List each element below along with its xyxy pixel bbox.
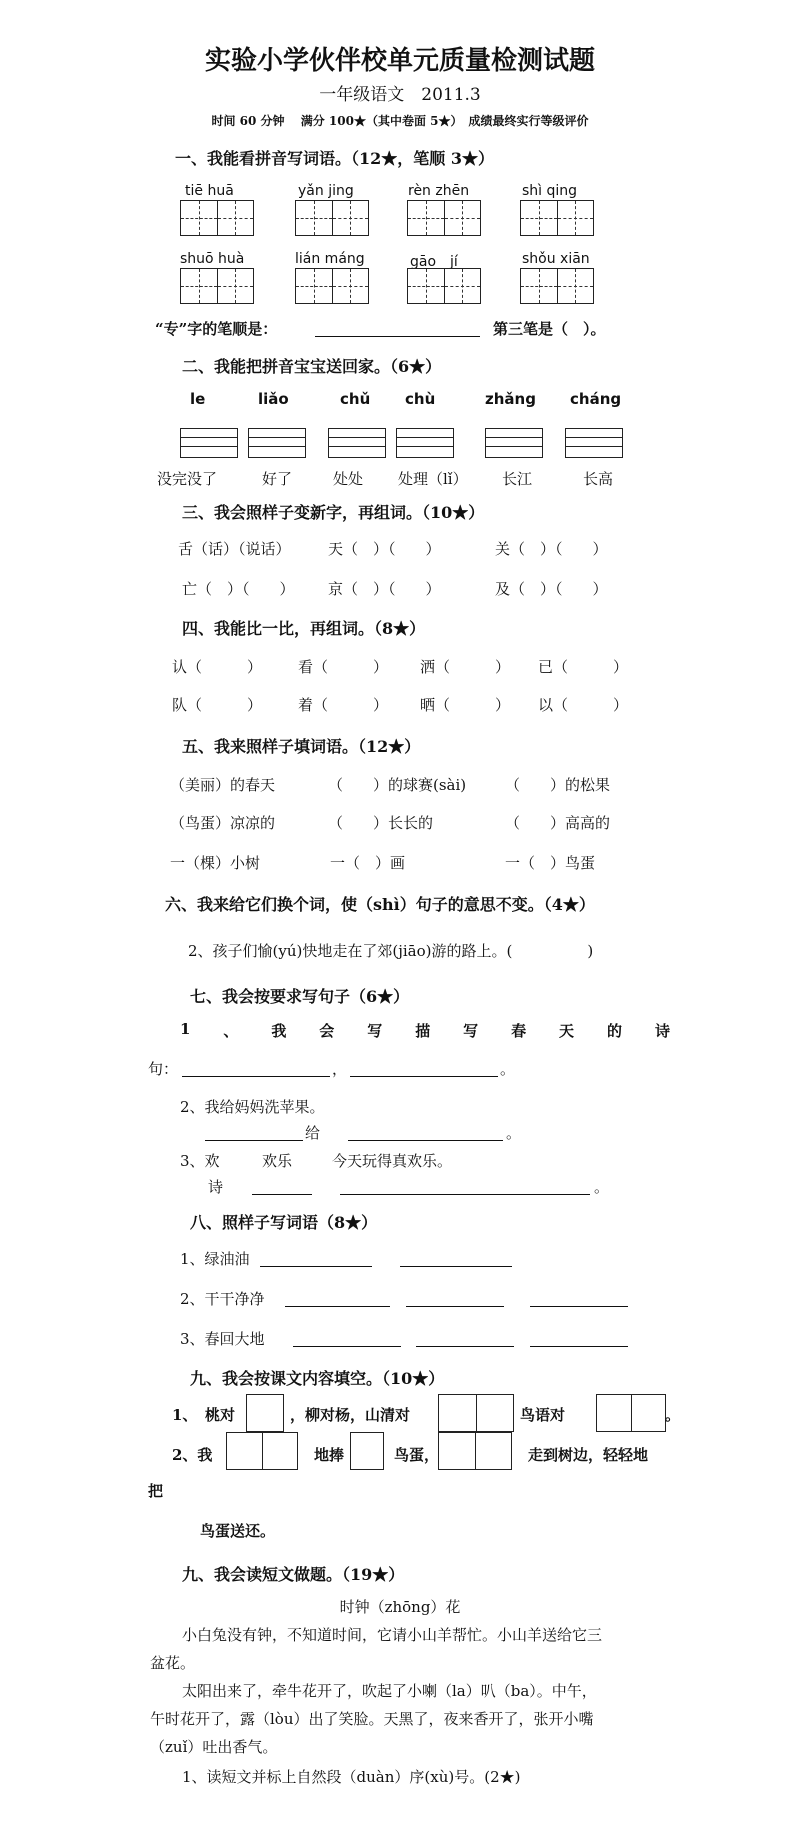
char: 写 [367,1022,383,1040]
exercise-item[interactable]: 晒（ ） [420,696,511,714]
sentence-q1-tail: 句： [148,1060,179,1078]
answer-box[interactable] [438,1432,512,1470]
char: 会 [319,1022,335,1040]
essay-line: 太阳出来了，牵牛花开了，吹起了小喇（la）叭（ba）。中午， [182,1682,597,1700]
period: 。 [506,1124,522,1142]
period: 。 [500,1060,516,1078]
section-5-title: 五、我来照样子填词语。（12★） [182,737,421,756]
pinyin-item: gāo jí [410,254,458,270]
answer-line[interactable] [340,1194,590,1195]
fill-q2-d: 走到树边，轻轻地 [528,1446,649,1464]
fill-q2-b: 地捧 [314,1446,345,1464]
char: 诗 [654,1022,670,1040]
answer-line[interactable] [416,1346,514,1347]
pinyin-item: shuō huà [180,251,245,267]
writing-grid[interactable] [180,200,254,236]
answer-line[interactable] [293,1346,401,1347]
word-item: 好了 [262,470,293,488]
answer-line[interactable] [182,1076,330,1077]
essay-title: 时钟（zhōng）花 [339,1598,461,1616]
exercise-item[interactable]: 舌（话）（说话） [178,540,291,558]
give-label: 给 [305,1124,321,1142]
exercise-item[interactable]: （ ）长长的 [328,814,434,832]
fill-q2-f: 鸟蛋送还。 [200,1522,276,1540]
char: 我 [271,1022,287,1040]
writing-grid[interactable] [407,200,481,236]
pinyin-four-line-grid[interactable] [485,428,543,458]
pinyin-item: liǎo [258,390,289,408]
exercise-item[interactable]: 已（ ） [538,658,629,676]
answer-line[interactable] [400,1266,512,1267]
section-9b-title: 九、我会读短文做题。（19★） [182,1565,405,1584]
pinyin-four-line-grid[interactable] [565,428,623,458]
word-item: 没完没了 [157,470,218,488]
answer-line[interactable] [205,1140,303,1141]
pinyin-four-line-grid[interactable] [328,428,386,458]
char: 春 [511,1022,527,1040]
answer-line[interactable] [530,1306,628,1307]
answer-box[interactable] [438,1394,514,1432]
sentence-q3-c: 今天玩得真欢乐。 [332,1152,453,1170]
essay-line: （zuǐ）吐出香气。 [150,1738,278,1756]
pinyin-item: yǎn jing [298,183,354,199]
exercise-item[interactable]: 队（ ） [172,696,263,714]
pinyin-item: zhǎng [485,390,536,408]
answer-line[interactable] [315,336,480,337]
word-item: 长高 [583,470,614,488]
pinyin-item: lián máng [295,251,365,267]
sentence-q2: 2、我给妈妈洗苹果。 [180,1098,325,1116]
fill-q2-c: 鸟蛋， [394,1446,440,1464]
answer-box[interactable] [350,1432,384,1470]
section-3-title: 三、我会照样子变新字，再组词。（10★） [182,503,485,522]
exercise-item[interactable]: 亡（ ）（ ） [182,580,295,598]
section-9a-title: 九、我会按课文内容填空。（10★） [190,1369,445,1388]
essay-line: 午时花开了，露（lòu）出了笑脸。天黑了，夜来香开了，张开小嘴 [150,1710,594,1728]
exercise-item[interactable]: （ ）的球赛(sài) [328,776,467,794]
word-item: 3、春回大地 [180,1330,265,1348]
reading-q1: 1、读短文并标上自然段（duàn）序(xù)号。(2★) [182,1768,521,1786]
pinyin-item: shǒu xiān [522,251,590,267]
exercise-item[interactable]: （ ）高高的 [505,814,611,832]
answer-line[interactable] [530,1346,628,1347]
exercise-item[interactable]: （ ）的松果 [505,776,611,794]
exercise-item[interactable]: 以（ ） [538,696,629,714]
writing-grid[interactable] [520,268,594,304]
word-item: 2、干干净净 [180,1290,265,1308]
exercise-item[interactable]: 京（ ）（ ） [328,580,441,598]
writing-grid[interactable] [295,200,369,236]
section-2-title: 二、我能把拼音宝宝送回家。（6★） [182,357,442,376]
answer-line[interactable] [285,1306,390,1307]
pinyin-item: chù [405,390,436,408]
exercise-item[interactable]: （美丽）的春天 [170,776,276,794]
answer-line[interactable] [252,1194,312,1195]
exercise-item[interactable]: 天（ ）（ ） [328,540,441,558]
pinyin-four-line-grid[interactable] [248,428,306,458]
sentence-q3-a: 3、欢 [180,1152,220,1170]
char: 1 [180,1020,191,1038]
page-title: 实验小学伙伴校单元质量检测试题 [204,46,595,76]
word-item: 处处 [333,470,364,488]
writing-grid[interactable] [180,268,254,304]
writing-grid[interactable] [295,268,369,304]
period: 。 [665,1406,681,1424]
section-7-title: 七、我会按要求写句子（6★） [190,987,410,1006]
exam-info: 时间 60 分钟 满分 100★（其中卷面 5★） 成绩最终实行等级评价 [211,114,589,128]
answer-box[interactable] [226,1432,298,1470]
char: 、 [223,1022,239,1040]
pinyin-item: tiē huā [185,183,234,199]
answer-line[interactable] [348,1140,503,1141]
answer-line[interactable] [350,1076,498,1077]
exercise-item[interactable]: 认（ ） [172,658,263,676]
period: 。 [594,1178,610,1196]
pinyin-item: shì qing [522,183,578,199]
fill-q2-a: 2、我 [172,1446,213,1464]
exercise-item[interactable]: 及（ ）（ ） [495,580,608,598]
answer-box[interactable] [596,1394,666,1432]
section-6-title: 六、我来给它们换个词，使（shì）句子的意思不变。（4★） [165,895,595,914]
fill-q1-num: 1、 [172,1406,198,1424]
fill-q1-d: 鸟语对 [520,1406,566,1424]
comma: ， [332,1060,348,1078]
pinyin-four-line-grid[interactable] [180,428,238,458]
pinyin-item: le [190,390,206,408]
answer-box[interactable] [246,1394,284,1432]
writing-grid[interactable] [407,268,481,304]
pinyin-four-line-grid[interactable] [396,428,454,458]
exercise-item[interactable]: 一（ ）画 [330,854,406,872]
section-4-title: 四、我能比一比，再组词。（8★） [182,619,426,638]
char: 天 [559,1022,575,1040]
pinyin-item: chǔ [340,390,371,408]
third-stroke-label: 第三笔是（ ）。 [493,320,606,338]
section-1-title: 一、我能看拼音写词语。（12★，笔顺 3★） [175,149,494,168]
word-item: 长江 [502,470,533,488]
sentence-q1 [180,1020,670,1041]
fill-q1-c: ，柳对杨，山清对 [290,1406,411,1424]
sentence-q3-b: 欢乐 [262,1152,293,1170]
exercise-item[interactable]: 一（棵）小树 [170,854,261,872]
essay-line: 小白兔没有钟，不知道时间，它请小山羊帮忙。小山羊送给它三 [182,1626,603,1644]
fill-q1-b: 桃对 [205,1406,236,1424]
essay-line: 盆花。 [150,1654,196,1672]
pinyin-item: rèn zhēn [408,183,470,199]
exercise-item[interactable]: 洒（ ） [420,658,511,676]
answer-line[interactable] [406,1306,504,1307]
exercise-item[interactable]: 关（ ）（ ） [495,540,608,558]
pinyin-item: cháng [570,390,622,408]
exercise-item[interactable]: 2、孩子们愉(yú)快地走在了郊(jiāo)游的路上。( ) [188,942,594,960]
exercise-item[interactable]: 着（ ） [298,696,389,714]
stroke-order-label: “专”字的笔顺是： [155,320,278,338]
exercise-item[interactable]: 一（ ）鸟蛋 [505,854,596,872]
sentence-q3-d: 诗 [208,1178,224,1196]
exercise-item[interactable]: 看（ ） [298,658,389,676]
char: 描 [415,1022,431,1040]
word-item: 1、绿油油 [180,1250,250,1268]
char: 的 [607,1022,623,1040]
exercise-item[interactable]: （鸟蛋）凉凉的 [170,814,276,832]
fill-q2-e: 把 [148,1482,164,1500]
section-8-title: 八、照样子写词语（8★） [190,1213,378,1232]
answer-line[interactable] [260,1266,372,1267]
page-subtitle: 一年级语文 2011.3 [319,85,481,105]
writing-grid[interactable] [520,200,594,236]
word-item: 处理（lǐ） [398,470,468,488]
char: 写 [463,1022,479,1040]
